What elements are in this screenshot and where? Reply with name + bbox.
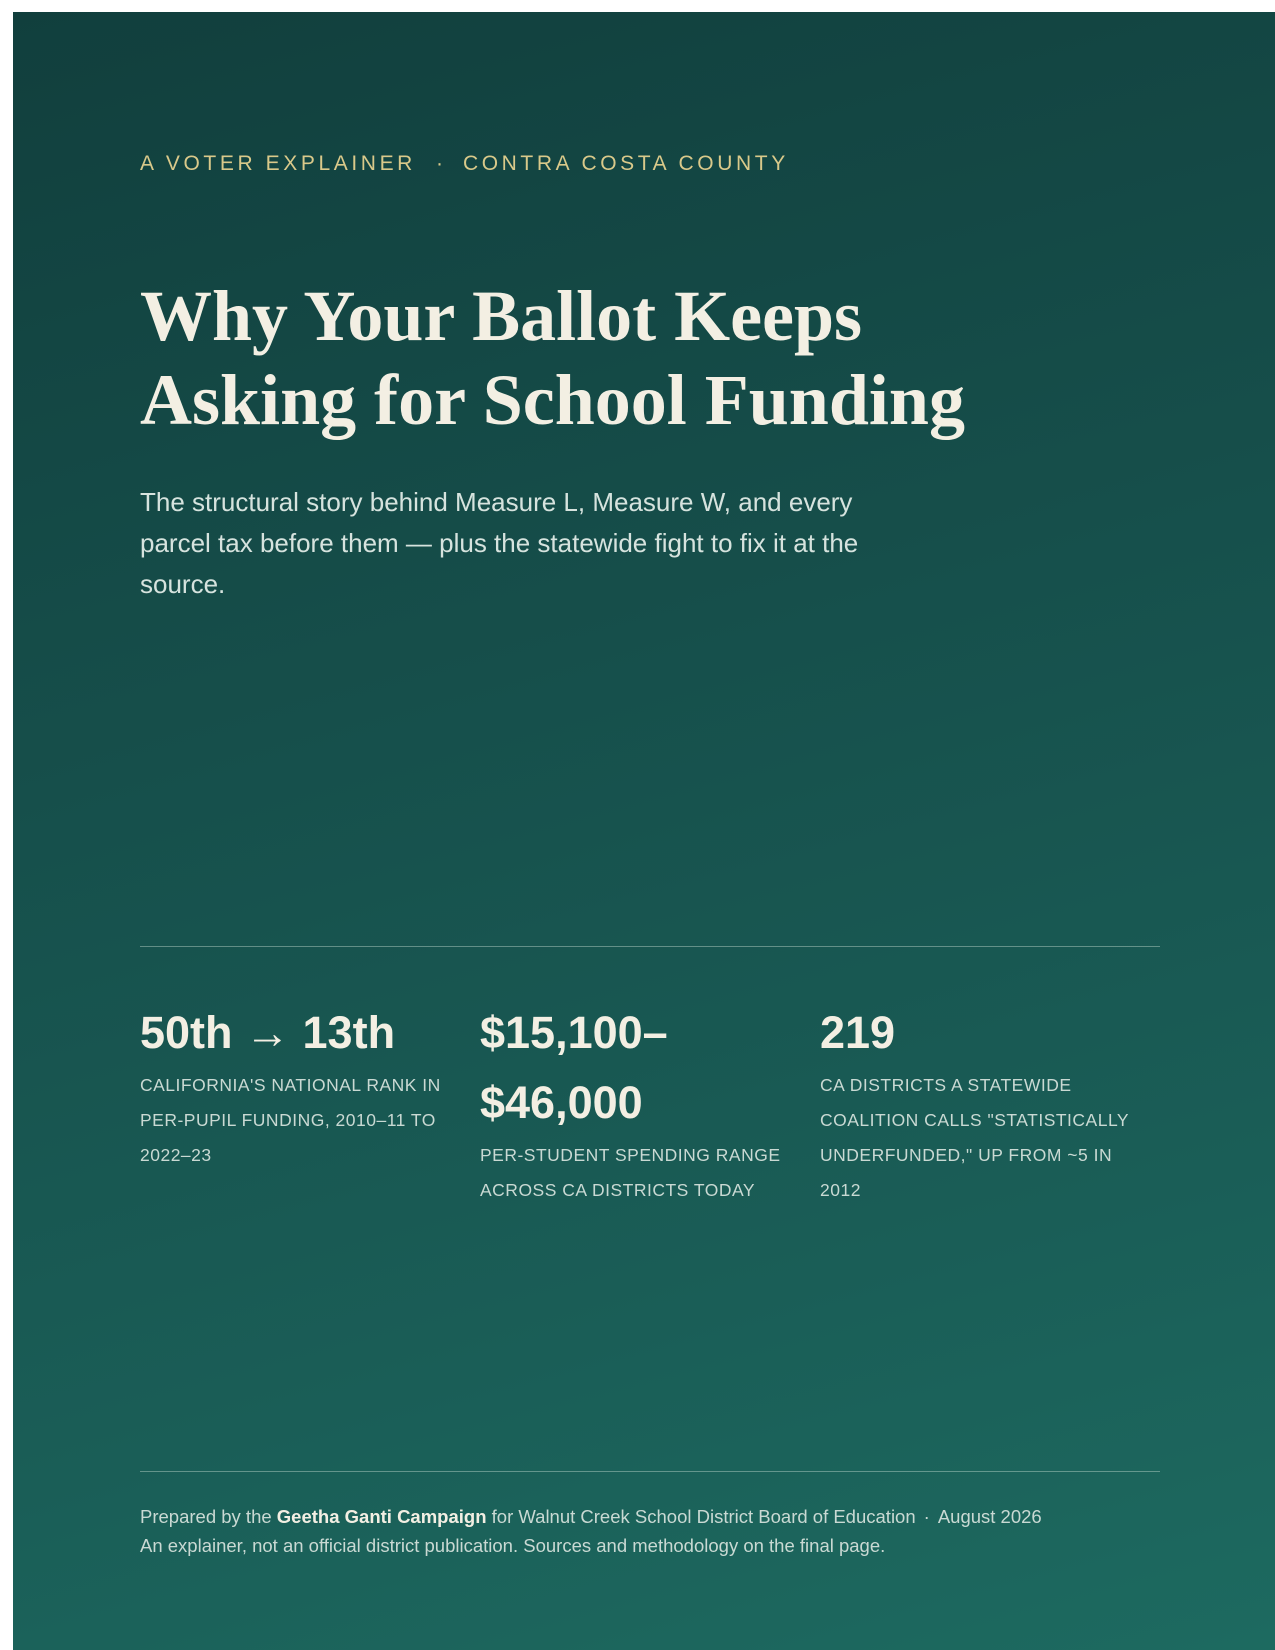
campaign-name: Geetha Ganti Campaign [276,1506,487,1527]
eyebrow-separator: · [435,152,443,175]
footer-date: August 2026 [937,1506,1042,1527]
footer-office: for Walnut Creek School District Board of Education [491,1506,916,1527]
stat-label: PER-STUDENT SPENDING RANGE ACROSS CA DISTRICTS TODAY [480,1145,781,1200]
eyebrow [140,152,789,176]
stat-rank [140,998,480,1208]
subtitle: The structural story behind Measure L, Measure W, and every parcel tax before them — plus the statewide fight to fix it at the source. [140,487,859,599]
stat-label: CALIFORNIA'S NATIONAL RANK IN PER-PUPIL FUNDING, 2010–11 TO 2022–23 [140,1075,441,1165]
cover-page [13,12,1275,1650]
top-divider [140,946,1160,947]
footer-prefix: Prepared by the [140,1506,272,1527]
stats-row [140,998,1160,1208]
footer-credit [140,1502,1180,1531]
title-line-1: Why Your Ballot Keeps [140,276,863,356]
title-line-2: Asking for School Funding [140,360,965,440]
stat-underfunded-districts [820,998,1160,1208]
footer [140,1502,1180,1560]
stat-value: 219 [820,1007,896,1058]
stat-value: $15,100–$46,000 [480,1007,668,1128]
bottom-divider [140,1471,1160,1472]
eyebrow-location: CONTRA COSTA COUNTY [462,152,789,175]
stat-spending-range [480,998,820,1208]
footer-disclaimer: An explainer, not an official district publication. Sources and methodology on the final page. [140,1535,886,1556]
stat-value: 50th → 13th [140,1007,396,1058]
footer-separator: · [923,1506,930,1527]
page-title [140,274,1040,442]
eyebrow-label: A VOTER EXPLAINER [140,152,416,175]
stat-label: CA DISTRICTS A STATEWIDE COALITION CALLS "STATISTICALLY UNDERFUNDED," UP FROM ~5 IN 2012 [820,1075,1129,1200]
